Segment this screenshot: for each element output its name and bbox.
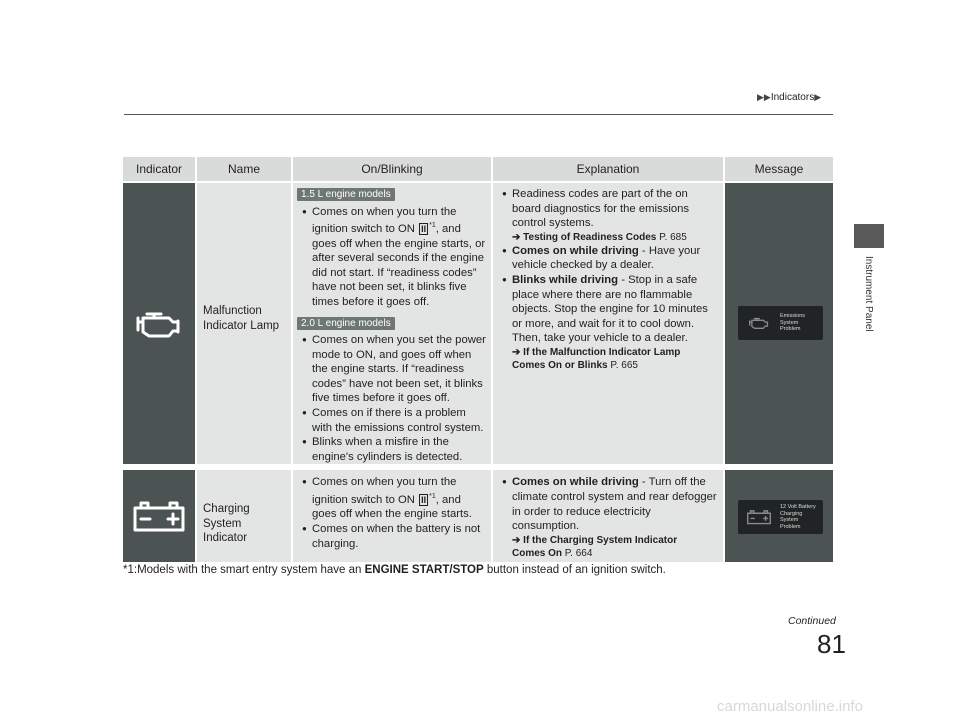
explanation-cell [493,181,725,464]
engine-check-icon [133,306,185,342]
list-item: ● Comes on while driving - Turn off the climate control system and rear defogger in order to reduce electricity consumption. [497,475,717,533]
table-header-row [123,157,833,181]
ignition-position-box: II [421,223,427,234]
list-item: ● Comes on when the battery is not charging. [297,522,487,551]
continued-label: Continued [788,615,836,627]
breadcrumb-arrow-icon: ▶ [814,92,822,102]
list-item: ● Blinks while driving - Stop in a safe place where there are no flammable objects. Stop the engine for 10 minutes or more, and wait for it to cool down. Then, take your vehicle to a dealer. [497,273,717,346]
list-item: ● Readiness codes are part of the on board diagnostics for the emissions control systems. [497,187,717,231]
col-header-on-blinking: On/Blinking [293,157,493,181]
list-item: ● Comes on while driving - Have your vehicle checked by a dealer. [497,244,717,273]
watermark: carmanualsonline.info [717,698,863,715]
list-item: ● Comes on when you turn the ignition switch to ON II $^{*1}$, and goes off when the engine starts. [297,475,487,522]
table-row [123,470,833,562]
ignition-position-box: II [421,494,427,505]
breadcrumb [757,92,821,103]
engine-model-tag: 1.5 L engine models [297,188,395,201]
indicator-cell [123,181,197,464]
indicator-name: Malfunction Indicator Lamp [203,305,280,332]
message-line: System [780,319,799,326]
on-blinking-cell [293,470,493,562]
col-header-explanation: Explanation [493,157,725,181]
message-line: Charging [780,510,803,517]
list-item: ● Comes on when you turn the ignition switch to ON II $^{*1}$, and goes off when the engine starts, or after several seconds if the engine did not start. If “readiness codes” have not been set, it blinks five times before it goes off. [297,205,487,310]
page-number: 81 [817,629,846,659]
list-item: ● Comes on if there is a problem with the emissions control system. [297,406,487,435]
list-item: ● Comes on when you set the power mode to ON, and goes off when the engine starts. If “readiness codes” have not been set, it blinks five times before it goes off. [297,333,487,406]
cross-reference: ➔ If the Malfunction Indicator Lamp Comes On or Blinks P. 665 [512,346,681,371]
name-cell [197,470,293,562]
message-display [738,306,823,340]
message-line: Emissions [780,313,806,320]
section-label: Instrument Panel [863,256,874,332]
breadcrumb-arrow-icon: ▶▶ [757,92,771,102]
on-blinking-cell [293,181,493,464]
battery-icon [742,509,776,525]
message-line: Problem [780,523,801,530]
indicator-cell [123,470,197,562]
list-item: ● Blinks when a misfire in the engine's cylinders is detected. [297,435,487,464]
message-line: Problem [780,326,801,333]
table-row [123,181,833,464]
message-display [738,500,823,534]
footnote: *1:Models with the smart entry system have an ENGINE START/STOP button instead of an ignition switch. [123,564,666,576]
name-cell [197,181,293,464]
header-rule [124,114,833,115]
message-cell [725,470,833,562]
indicators-table [123,157,833,562]
col-header-name: Name [197,157,293,181]
cross-reference: ➔ If the Charging System Indicator Comes On P. 664 [512,534,678,559]
cross-reference: ➔ Testing of Readiness Codes P. 685 [512,231,687,243]
breadcrumb-label: Indicators [770,92,815,103]
col-header-message: Message [725,157,833,181]
explanation-cell [493,470,725,562]
message-line: 12 Volt Battery [780,504,816,511]
col-header-indicator: Indicator [123,157,197,181]
battery-icon [131,499,187,533]
engine-check-icon [742,315,776,331]
engine-model-tag: 2.0 L engine models [297,317,395,330]
message-line: System [780,517,799,524]
indicator-name: Charging System Indicator [203,503,250,545]
message-cell [725,181,833,464]
section-tab [854,224,884,248]
